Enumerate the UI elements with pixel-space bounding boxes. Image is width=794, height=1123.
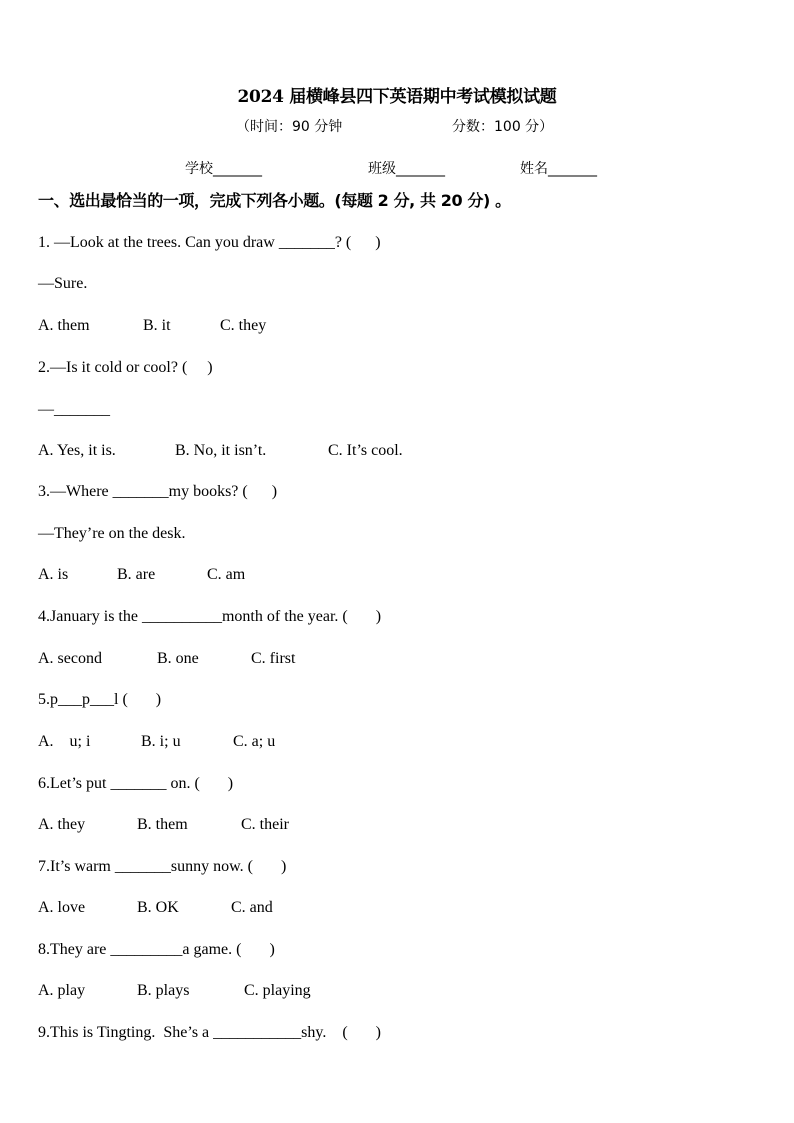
question-1-option-b: B. it <box>143 317 171 334</box>
question-5-stem: 5.p___p___l ( ) <box>38 691 162 708</box>
question-2-option-c: C. It’s cool. <box>328 442 403 459</box>
exam-title: 2024 届横峰县四下英语期中考试模拟试题 <box>237 87 557 107</box>
question-3-stem: 3.—Where _______my books? ( ) <box>38 483 278 500</box>
question-2-option-a: A. Yes, it is. <box>38 442 116 459</box>
question-8-stem: 8.They are _________a game. ( ) <box>38 941 275 958</box>
question-7-option-b: B. OK <box>137 899 179 916</box>
question-9-stem: 9.This is Tingting. She’s a ___________shy. ( ) <box>38 1024 381 1041</box>
class-field: 班级_______ <box>368 161 445 177</box>
question-7-stem: 7.It’s warm _______sunny now. ( ) <box>38 858 287 875</box>
school-field: 学校_______ <box>185 161 262 177</box>
question-4-stem: 4.January is the __________month of the year. ( ) <box>38 608 382 625</box>
question-1-answer-line: —Sure. <box>38 275 88 292</box>
question-6-option-a: A. they <box>38 816 86 833</box>
question-7-option-c: C. and <box>231 899 273 916</box>
question-2-option-b: B. No, it isn’t. <box>175 442 267 459</box>
question-2-answer-line: —_______ <box>38 401 110 418</box>
question-7-option-a: A. love <box>38 899 86 916</box>
question-8-option-c: C. playing <box>244 982 311 999</box>
section-heading: 一、选出最恰当的一项，完成下列各小题。(每题 2 分, 共 20 分) 。 <box>38 191 511 210</box>
question-5-option-c: C. a; u <box>233 733 276 750</box>
exam-time: （时间：90 分钟 <box>236 119 343 135</box>
question-6-option-c: C. their <box>241 816 289 833</box>
question-4-option-b: B. one <box>157 650 199 667</box>
question-8-option-b: B. plays <box>137 982 190 999</box>
question-3-option-b: B. are <box>117 566 156 583</box>
question-6-option-b: B. them <box>137 816 188 833</box>
name-field: 姓名_______ <box>520 161 597 177</box>
question-5-option-a: A. u; i <box>38 733 91 750</box>
question-3-answer-line: —They’re on the desk. <box>38 525 186 542</box>
question-4-option-a: A. second <box>38 650 102 667</box>
question-1-stem: 1. —Look at the trees. Can you draw _______? ( ) <box>38 234 381 251</box>
question-1-option-c: C. they <box>220 317 267 334</box>
question-8-option-a: A. play <box>38 982 86 999</box>
question-5-option-b: B. i; u <box>141 733 181 750</box>
exam-score: 分数：100 分） <box>452 119 554 135</box>
question-2-stem: 2.—Is it cold or cool? ( ) <box>38 359 213 376</box>
question-3-option-c: C. am <box>207 566 246 583</box>
question-6-stem: 6.Let’s put _______ on. ( ) <box>38 775 234 792</box>
question-1-option-a: A. them <box>38 317 90 334</box>
question-4-option-c: C. first <box>251 650 296 667</box>
question-3-option-a: A. is <box>38 566 69 583</box>
